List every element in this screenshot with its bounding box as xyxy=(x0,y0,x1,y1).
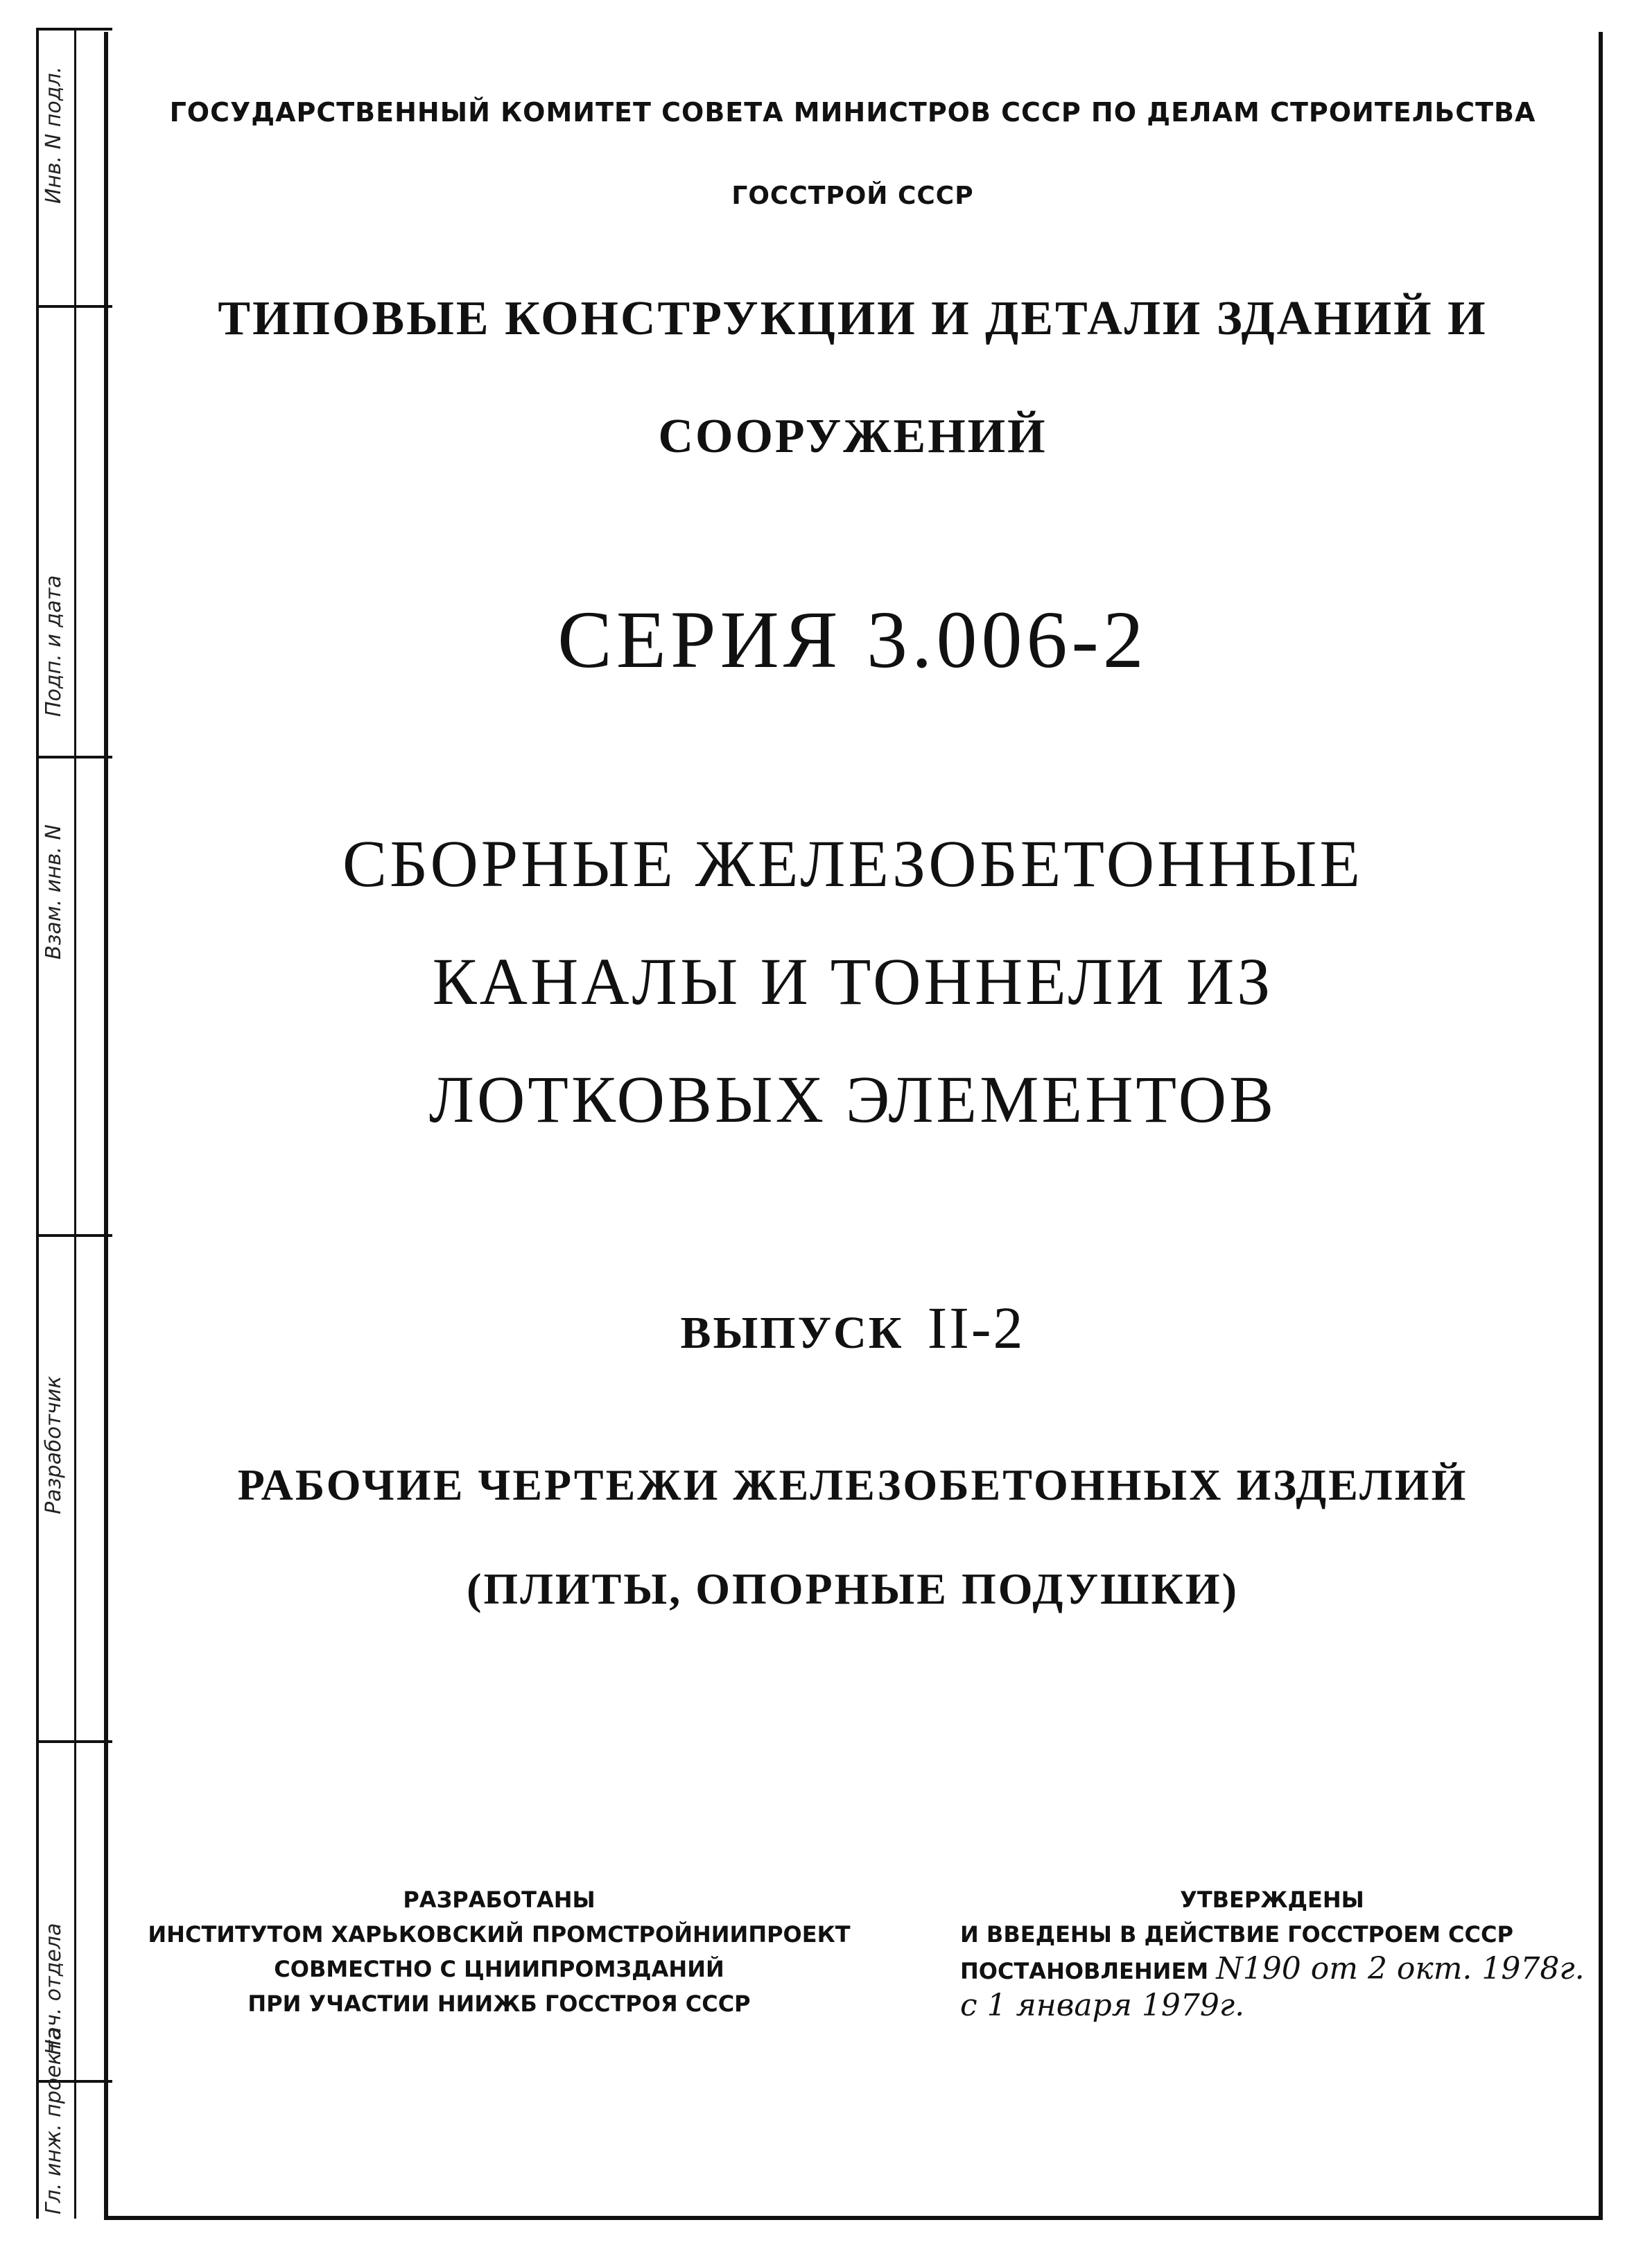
series-number: СЕРИЯ 3.006-2 xyxy=(557,594,1148,685)
approved-heading: УТВЕРЖДЕНЫ xyxy=(1180,1887,1364,1913)
strip-cell xyxy=(36,305,112,745)
strip-cell xyxy=(36,2027,112,2221)
side-stamp-strip xyxy=(36,28,112,2219)
issue-label: ВЫПУСК xyxy=(680,1308,904,1358)
approved-decree-label: ПОСТАНОВЛЕНИЕМ xyxy=(960,1958,1209,1984)
strip-cell-label: Разработчик xyxy=(42,1376,66,1514)
agency-heading: ГОССТРОЙ СССР xyxy=(731,182,974,210)
content-line-2: (ПЛИТЫ, ОПОРНЫЕ ПОДУШКИ) xyxy=(467,1564,1239,1613)
approved-block xyxy=(960,1882,1584,2023)
approved-decree-number: N190 от 2 окт. 1978г. xyxy=(1216,1951,1585,1986)
subject-line-2: СООРУЖЕНИЙ xyxy=(658,410,1047,463)
strip-cell xyxy=(36,1740,112,2069)
strip-cell-label: Нач. отдела xyxy=(42,1923,66,2055)
issue-number: II-2 xyxy=(927,1294,1025,1361)
subject-line-1: ТИПОВЫЕ КОНСТРУКЦИИ И ДЕТАЛИ ЗДАНИЙ И xyxy=(218,292,1488,345)
strip-cell-label: Гл. инж. проекта xyxy=(42,2027,66,2214)
strip-cell xyxy=(36,1234,112,1528)
developed-line-2: СОВМЕСТНО С ЦНИИПРОМЗДАНИЙ xyxy=(274,1956,724,1982)
approved-effective-date: с 1 января 1979г. xyxy=(960,1988,1245,2023)
approved-line-2 xyxy=(960,1952,1584,1988)
strip-cell xyxy=(36,28,112,218)
strip-cell-label: Инв. N подл. xyxy=(42,66,66,204)
developed-heading: РАЗРАБОТАНЫ xyxy=(403,1887,595,1913)
document-title-line-2: КАНАЛЫ И ТОННЕЛИ ИЗ xyxy=(432,944,1273,1018)
developed-line-1: ИНСТИТУТОМ ХАРЬКОВСКИЙ ПРОМСТРОЙНИИПРОЕКТ xyxy=(148,1921,851,1948)
strip-cell xyxy=(36,756,112,973)
document-title-line-1: СБОРНЫЕ ЖЕЛЕЗОБЕТОННЫЕ xyxy=(342,826,1364,901)
ministry-heading: ГОСУДАРСТВЕННЫЙ КОМИТЕТ СОВЕТА МИНИСТРОВ СССР ПО ДЕЛАМ СТРОИТЕЛЬСТВА xyxy=(169,97,1536,128)
document-title-line-3: ЛОТКОВЫХ ЭЛЕМЕНТОВ xyxy=(428,1062,1277,1136)
developed-by-block xyxy=(125,1882,873,2021)
issue-line xyxy=(111,1293,1594,1362)
approved-line-1: И ВВЕДЕНЫ В ДЕЙСТВИЕ ГОССТРОЕМ СССР xyxy=(960,1921,1513,1948)
strip-cell-label: Подп. и дата xyxy=(42,575,66,717)
developed-line-3: ПРИ УЧАСТИИ НИИЖБ ГОССТРОЯ СССР xyxy=(247,1991,751,2017)
strip-cell-label: Взам. инв. N xyxy=(42,824,66,960)
content-line-1: РАБОЧИЕ ЧЕРТЕЖИ ЖЕЛЕЗОБЕТОННЫХ ИЗДЕЛИЙ xyxy=(237,1460,1468,1509)
